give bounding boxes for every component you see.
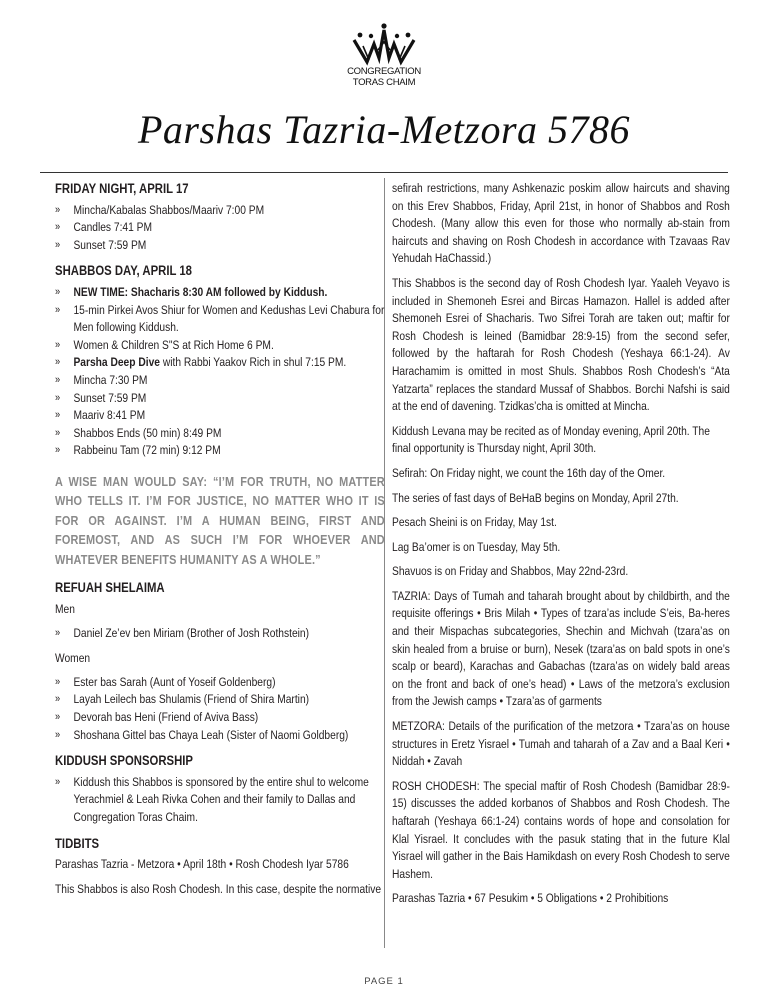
list-item: » Rabbeinu Tam (72 min) 9:12 PM xyxy=(55,442,385,460)
tidbits-heading: TIDBITS xyxy=(55,835,100,851)
bullet-icon: » xyxy=(55,238,61,251)
list-item: » Shabbos Ends (50 min) 8:49 PM xyxy=(55,425,385,443)
bullet-icon: » xyxy=(55,373,61,386)
page-title: Parshas Tazria-Metzora 5786 xyxy=(137,107,631,152)
logo-line-1: CONGREGATION xyxy=(347,66,421,77)
bullet-icon: » xyxy=(55,303,61,316)
list-item: » Mincha/Kabalas Shabbos/Maariv 7:00 PM xyxy=(55,202,385,220)
paragraph-shavuos: Shavuos is on Friday and Shabbos, May 22nd-23rd. xyxy=(392,564,629,579)
women-list xyxy=(55,674,385,744)
bullet-icon: » xyxy=(55,285,61,298)
bullet-icon: » xyxy=(55,221,61,234)
logo-line-2: TORAS CHAIM xyxy=(352,77,416,88)
paragraph-haircuts: sefirah restrictions, many Ashkenazic poskim allow haircuts and shaving on this Erev Shabbos, Friday, April 21st, in honor of Shabbos and Rosh Chodesh. (Many allow this even for those who normally ab-stain from haircuts and shaving on Rosh Chodesh in accordance with Tzavaas Rav Yehudah HaChassid.) xyxy=(392,181,730,266)
list-item: » Daniel Ze’ev ben Miriam (Brother of Josh Rothstein) xyxy=(55,625,385,643)
list-item: » Maariv 8:41 PM xyxy=(55,407,385,425)
list-item: » Shoshana Gittel bas Chaya Leah (Sister of Naomi Goldberg) xyxy=(55,727,385,745)
bullet-icon: » xyxy=(55,356,61,369)
friday-heading: FRIDAY NIGHT, APRIL 17 xyxy=(55,181,189,196)
bullet-icon: » xyxy=(55,444,61,457)
paragraph-sefirah: Sefirah: On Friday night, we count the 16th day of the Omer. xyxy=(392,465,666,480)
shabbos-heading: SHABBOS DAY, APRIL 18 xyxy=(55,263,192,279)
paragraph-lag-baomer: Lag Ba’omer is on Tuesday, May 5th. xyxy=(392,539,561,554)
list-item: » Sunset 7:59 PM xyxy=(55,237,385,255)
list-item: » 15-min Pirkei Avos Shiur for Women and Kedushas Levi Chabura for Men following Kiddush. xyxy=(55,302,385,335)
bullet-icon: » xyxy=(55,693,61,706)
friday-section xyxy=(55,180,385,254)
paragraph-metzora: METZORA: Details of the purification of the metzora • Tzara’as on house structures in Eretz Yisrael • Tumah and taharah of a Zav and a Baal Keri • Niddah • Zavah xyxy=(392,719,730,769)
men-label: Men xyxy=(55,602,75,616)
wise-man-quote: A WISE MAN WOULD SAY: “I’M FOR TRUTH, NO MATTER WHO TELLS IT. I’M FOR JUSTICE, NO MATTER WHO IT IS FOR OR AGAINST. I’M A HUMAN BEING, FIRST AND FOREMOST, AND AS SUCH I’M FOR WHOEVER AND WHATEVER BENEFITS HUMANITY AS A WHOLE.” xyxy=(55,473,385,567)
bullet-icon: » xyxy=(55,391,61,404)
friday-list xyxy=(55,202,385,255)
bullet-icon: » xyxy=(55,338,61,351)
list-item: » Kiddush this Shabbos is sponsored by the entire shul to welcome Yerachmiel & Leah Rivka Cohen and their family to Dallas and Congregation Toras Chaim. xyxy=(55,774,369,824)
list-item: » Ester bas Sarah (Aunt of Yoseif Goldenberg) xyxy=(55,674,385,692)
bullet-icon: » xyxy=(55,426,61,439)
paragraph-rosh-chodesh: ROSH CHODESH: The special maftir of Rosh Chodesh (Bamidbar 28:9-15) discusses the added korbanos of Shabbos and Rosh Chodesh. The haftarah (Yeshaya 66:1-24) contains words of hope and consolation for Klal Yisrael. It concludes with the pasuk stating that in the future Klal Yisrael will gather in the Bais Hamikdash on every Rosh Chodesh to serve Hashem. xyxy=(392,778,730,881)
list-item: » Women & Children S"S at Rich Home 6 PM. xyxy=(55,337,385,355)
bullet-icon: » xyxy=(55,710,61,723)
bullet-icon: » xyxy=(55,409,61,422)
paragraph-kiddush-levana: Kiddush Levana may be recited as of Monday evening, April 20th. The final opportunity is Thursday night, April 30th. xyxy=(392,423,710,456)
tidbits-line-2: This Shabbos is also Rosh Chodesh. In this case, despite the normative xyxy=(55,881,382,896)
bullet-icon: » xyxy=(55,203,61,216)
shabbos-section xyxy=(55,262,385,460)
list-item: » Candles 7:41 PM xyxy=(55,219,385,237)
refuah-section xyxy=(55,579,385,744)
right-column xyxy=(392,180,730,915)
list-item: » Mincha 7:30 PM xyxy=(55,372,385,390)
tidbits-line-1: Parashas Tazria - Metzora • April 18th • Rosh Chodesh Iyar 5786 xyxy=(55,857,349,872)
paragraph-pesach-sheini: Pesach Sheini is on Friday, May 1st. xyxy=(392,515,557,530)
list-item: » Parsha Deep Dive with Rabbi Yaakov Rich in shul 7:15 PM. xyxy=(55,354,385,372)
kiddush-section xyxy=(55,752,385,826)
paragraph-rosh-chodesh-davening: This Shabbos is the second day of Rosh Chodesh Iyar. Yaaleh Veyavo is included in Shemoneh Esrei and Bircas Hamazon. Hallel is added after Shemoneh Esrei of Shacharis. Two Sifrei Torah are taken out; maftir for Rosh Chodesh is leined (Bamidbar 28:9-15) from the second sefer, followed by the haftarah for Rosh Chodesh (Yeshaya 66:1-24). Av Harachamim is omitted in most Shuls. Shabbos Rosh Chodesh’s “Ata Yatzarta” replaces the standard Mussaf of Shabbos. Borchi Nafshi is said at the end of davening. Tzidkas’cha is omitted at Mincha. xyxy=(392,275,730,414)
list-item: » Sunset 7:59 PM xyxy=(55,390,385,408)
header-rule xyxy=(40,172,728,173)
paragraph-parasha-stats: Parashas Tazria • 67 Pesukim • 5 Obligations • 2 Prohibitions xyxy=(392,891,669,906)
women-label: Women xyxy=(55,651,91,666)
congregation-logo xyxy=(334,22,434,102)
shabbos-list xyxy=(55,284,385,460)
kiddush-heading: KIDDUSH SPONSORSHIP xyxy=(55,753,193,769)
tidbits-section xyxy=(55,835,385,899)
paragraph-tazria: TAZRIA: Days of Tumah and taharah brought about by childbirth, and the requisite offerings • Bris Milah • Types of tzara’as include S’eis, Ba-heres and their Mispachas subcategories, Shechin and Michvah (tzara’as on skin healed from a bruise or burn), Nesek (tzara’as on bald spots in one’s scalp or beard), Karachas and Gabachas (tzara’as on widely bald areas on the front and back of one’s head) • Laws of the metzora’s exclusion from the Jewish camps • Tzara’as of garments xyxy=(392,588,730,709)
list-item: » Layah Leilech bas Shulamis (Friend of Shira Martin) xyxy=(55,691,385,709)
page-number: PAGE 1 xyxy=(364,976,404,987)
crown-icon xyxy=(349,22,419,66)
bullet-icon: » xyxy=(55,675,61,688)
men-list xyxy=(55,625,385,643)
refuah-heading: REFUAH SHELAIMA xyxy=(55,580,165,596)
left-column xyxy=(55,180,385,905)
bullet-icon: » xyxy=(55,626,61,639)
list-item: » Devorah bas Heni (Friend of Aviva Bass) xyxy=(55,709,385,727)
kiddush-list xyxy=(55,774,385,827)
paragraph-behab: The series of fast days of BeHaB begins on Monday, April 27th. xyxy=(392,490,679,505)
bullet-icon: » xyxy=(55,728,61,741)
list-item: » NEW TIME: Shacharis 8:30 AM followed by Kiddush. xyxy=(55,284,385,302)
bullet-icon: » xyxy=(55,775,61,788)
